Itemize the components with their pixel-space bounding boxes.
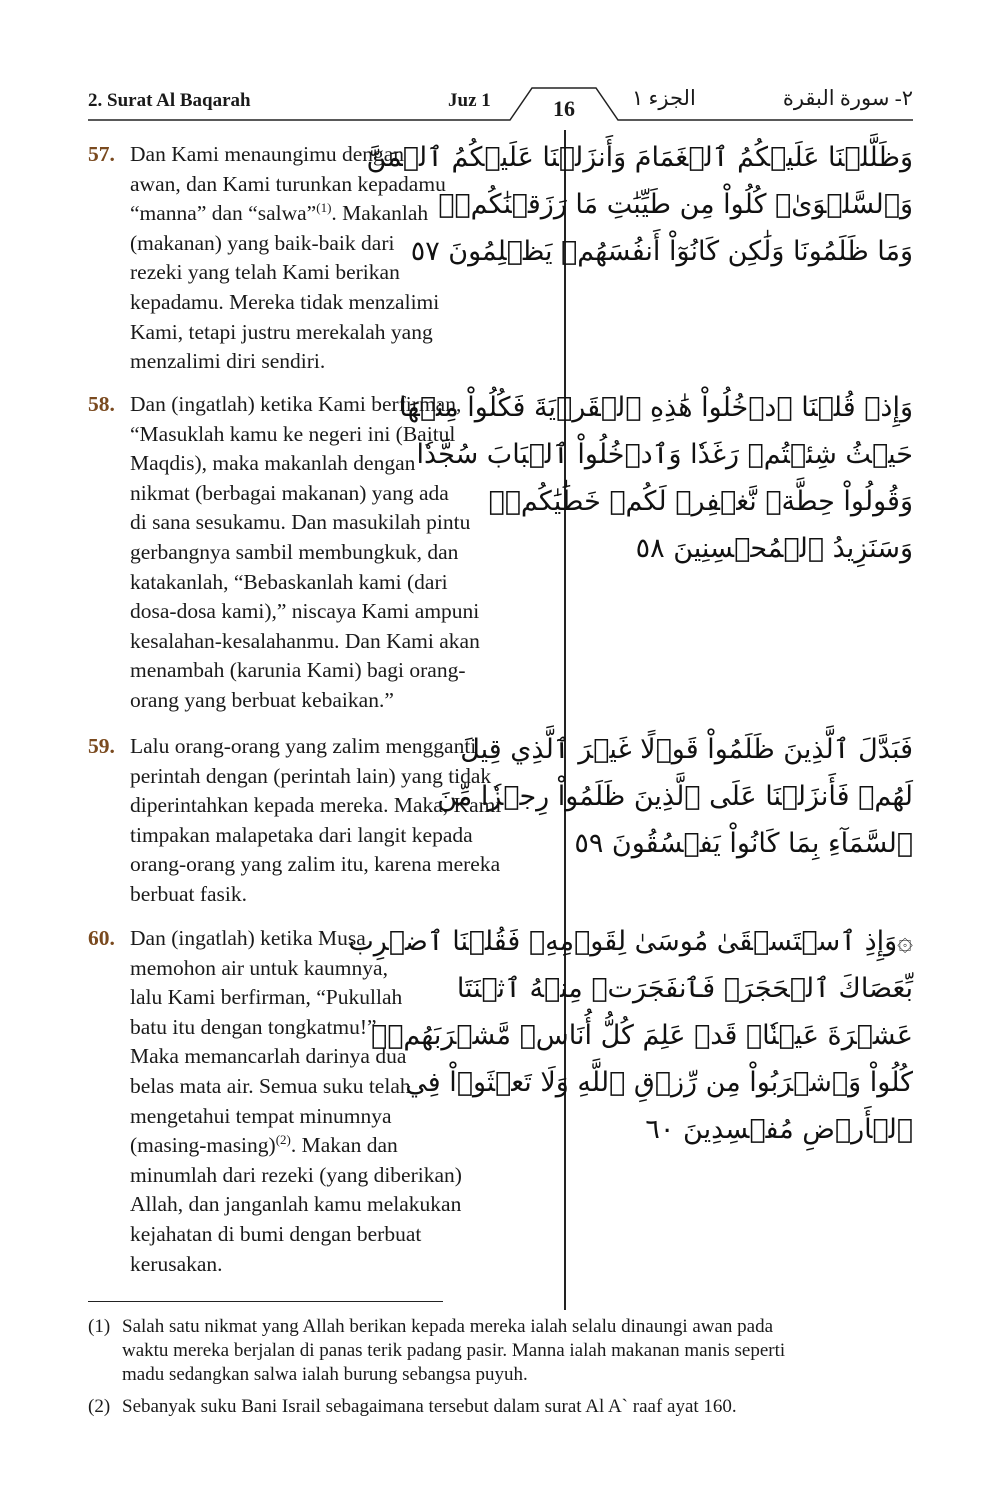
arabic-line: لَهُمۡ فَأَنزَلۡنَا عَلَى ٱلَّذِينَ ظَلَمُواْ رِجۡزٗا مِّنَ bbox=[437, 781, 913, 812]
text-line: waktu mereka berjalan di panas terik padang pasir. Manna ialah makanan manis seperti bbox=[122, 1340, 786, 1361]
footnote-number: (2) bbox=[88, 1396, 111, 1417]
text-line: Dan (ingatlah) ketika Kami berfirman, bbox=[130, 392, 462, 416]
text-fragment: . Makan dan bbox=[290, 1133, 398, 1158]
text-line: kepadamu. Mereka tidak menzalimi bbox=[130, 289, 440, 314]
text-line bbox=[130, 1131, 556, 1161]
arabic-line: وَظَلَّلۡنَا عَلَيۡكُمُ ٱلۡغَمَامَ وَأَنزَلۡنَا عَلَيۡكُمُ ٱلۡمَنَّ bbox=[366, 142, 913, 173]
arabic-line: فَبَدَّلَ ٱلَّذِينَ ظَلَمُواْ قَوۡلًا غَيۡرَ ٱلَّذِي قِيلَ bbox=[460, 734, 913, 765]
text-line: Lalu orang-orang yang zalim mengganti bbox=[130, 734, 477, 758]
text-line: awan, dan Kami turunkan kepadamu bbox=[130, 171, 446, 196]
arabic-line: وَقُولُواْ حِطَّةٞ نَّغۡفِرۡ لَكُمۡ خَطَٰيَٰكُمۡۚ bbox=[488, 486, 913, 517]
text-line: perintah dengan (perintah lain) yang tidak bbox=[130, 763, 492, 788]
text-line: berbuat fasik. bbox=[130, 881, 248, 906]
footnote-rule bbox=[88, 1301, 443, 1302]
arabic-line: كُلُواْ وَٱشۡرَبُواْ مِن رِّزۡقِ ٱللَّهِ وَلَا تَعۡثَوۡاْ فِي bbox=[405, 1067, 913, 1098]
arabic-verse-58 bbox=[399, 384, 913, 572]
text-line: gerbangnya sambil membungkuk, dan bbox=[130, 539, 459, 564]
text-line: rezeki yang telah Kami berikan bbox=[130, 260, 400, 285]
text-line: lalu Kami berfirman, “Pukullah bbox=[130, 985, 403, 1010]
text-line: minumlah dari rezeki (yang diberikan) bbox=[130, 1162, 462, 1187]
text-line: di sana sesukamu. Dan masukilah pintu bbox=[130, 510, 471, 535]
text-line: Maqdis), maka makanlah dengan bbox=[130, 451, 416, 476]
arabic-line: بِّعَصَاكَ ٱلۡحَجَرَۖ فَٱنفَجَرَتۡ مِنۡهُ ٱثۡنَتَا bbox=[456, 973, 913, 1004]
arabic-line: ۞وَإِذِ ٱسۡتَسۡقَىٰ مُوسَىٰ لِقَوۡمِهِۦ فَقُلۡنَا ٱضۡرِب bbox=[348, 926, 913, 957]
arabic-verse-59 bbox=[437, 726, 913, 867]
footnote-ref-2[interactable]: (2) bbox=[275, 1132, 291, 1147]
text-line: katakanlah, “Bebaskanlah kami (dari bbox=[130, 569, 448, 594]
arabic-line: ٱلسَّمَآءِ بِمَا كَانُواْ يَفۡسُقُونَ ٥٩ bbox=[574, 828, 913, 859]
text-line: dosa-dosa kami),” niscaya Kami ampuni bbox=[130, 599, 480, 624]
text-line: Dan Kami menaungimu dengan bbox=[130, 142, 405, 166]
text-line: Kami, tetapi justru merekalah yang bbox=[130, 319, 433, 344]
footnote-ref-1[interactable]: (1) bbox=[316, 200, 332, 216]
page-header bbox=[0, 0, 1000, 130]
text-line: kejahatan di bumi dengan berbuat bbox=[130, 1221, 422, 1246]
verse-number: 58. bbox=[88, 392, 115, 416]
text-line: mengetahui tempat minumnya bbox=[130, 1103, 392, 1128]
text-line: memohon air untuk kaumnya, bbox=[130, 955, 388, 980]
text-fragment: . Makanlah bbox=[331, 201, 429, 226]
text-line: Allah, dan janganlah kamu melakukan bbox=[130, 1192, 462, 1217]
arabic-line: وَمَا ظَلَمُونَا وَلَٰكِن كَانُوٓاْ أَنفُسَهُمۡ يَظۡلِمُونَ ٥٧ bbox=[410, 236, 913, 267]
text-line: “Masuklah kamu ke negeri ini (Baitul bbox=[130, 421, 456, 446]
arabic-line: وَٱلسَّلۡوَىٰۖ كُلُواْ مِن طَيِّبَٰتِ مَا رَزَقۡنَٰكُمۡۚ bbox=[438, 189, 913, 220]
surah-title: 2. Surat Al Baqarah bbox=[88, 90, 251, 111]
text-line: menzalimi diri sendiri. bbox=[130, 349, 326, 374]
juz-label: Juz 1 bbox=[448, 90, 491, 111]
verse-number: 57. bbox=[88, 142, 115, 166]
arabic-line: وَسَنَزِيدُ ٱلۡمُحۡسِنِينَ ٥٨ bbox=[635, 533, 913, 564]
footnote-2 bbox=[88, 1395, 914, 1419]
arabic-verse-60 bbox=[348, 918, 913, 1153]
text-line: orang-orang yang zalim itu, karena mereka bbox=[130, 852, 501, 877]
text-line: Sebanyak suku Bani Israil sebagaimana tersebut dalam surat Al A` raaf ayat 160. bbox=[122, 1396, 737, 1417]
text-line: kesalahan-kesalahanmu. Dan Kami akan bbox=[130, 628, 480, 653]
arabic-line: عَشۡرَةَ عَيۡنٗاۖ قَدۡ عَلِمَ كُلُّ أُنَاسٖ مَّشۡرَبَهُمۡۖ bbox=[371, 1020, 913, 1051]
text-line: nikmat (berbagai makanan) yang ada bbox=[130, 480, 449, 505]
text-line: menambah (karunia Kami) bagi orang- bbox=[130, 658, 466, 683]
page-number: 16 bbox=[553, 96, 575, 121]
arabic-surah-title: ٢- سورة البقرة bbox=[782, 86, 913, 110]
footnote-number: (1) bbox=[88, 1316, 111, 1337]
text-line: kerusakan. bbox=[130, 1251, 223, 1276]
text-line: (makanan) yang baik-baik dari bbox=[130, 230, 395, 255]
text-line: timpakan malapetaka dari langit kepada bbox=[130, 822, 473, 847]
arabic-line: ٱلۡأَرۡضِ مُفۡسِدِينَ ٦٠ bbox=[645, 1114, 913, 1145]
text-line: Maka memancarlah darinya dua bbox=[130, 1044, 407, 1069]
text-line: madu sedangkan salwa ialah burung sebangsa puyuh. bbox=[122, 1364, 528, 1385]
arabic-line: وَإِذۡ قُلۡنَا ٱدۡخُلُواْ هَٰذِهِ ٱلۡقَرۡيَةَ فَكُلُواْ مِنۡهَا bbox=[399, 392, 913, 423]
footnote-text bbox=[122, 1395, 914, 1419]
verse-number: 59. bbox=[88, 734, 115, 758]
arabic-line: حَيۡثُ شِئۡتُمۡ رَغَدٗا وَٱدۡخُلُواْ ٱلۡبَابَ سُجَّدٗا bbox=[416, 439, 913, 470]
text-line: orang yang berbuat kebaikan.” bbox=[130, 687, 394, 712]
verse-number: 60. bbox=[88, 926, 115, 950]
text-line: Salah satu nikmat yang Allah berikan kepada mereka ialah selalu dinaungi awan pada bbox=[122, 1316, 774, 1337]
text-line: Dan (ingatlah) ketika Musa bbox=[130, 926, 366, 950]
text-fragment: “manna” dan “salwa” bbox=[130, 201, 317, 226]
arabic-juz-label: الجزء ١ bbox=[632, 86, 696, 110]
text-line: diperintahkan kepada mereka. Maka, Kami bbox=[130, 793, 502, 818]
text-line: batu itu dengan tongkatmu!” bbox=[130, 1014, 377, 1039]
text-line: belas mata air. Semua suku telah bbox=[130, 1073, 411, 1098]
text-fragment: (masing-masing) bbox=[130, 1133, 276, 1158]
column-divider bbox=[564, 130, 566, 1310]
footnote-1 bbox=[88, 1315, 914, 1387]
footnote-text bbox=[122, 1315, 914, 1387]
